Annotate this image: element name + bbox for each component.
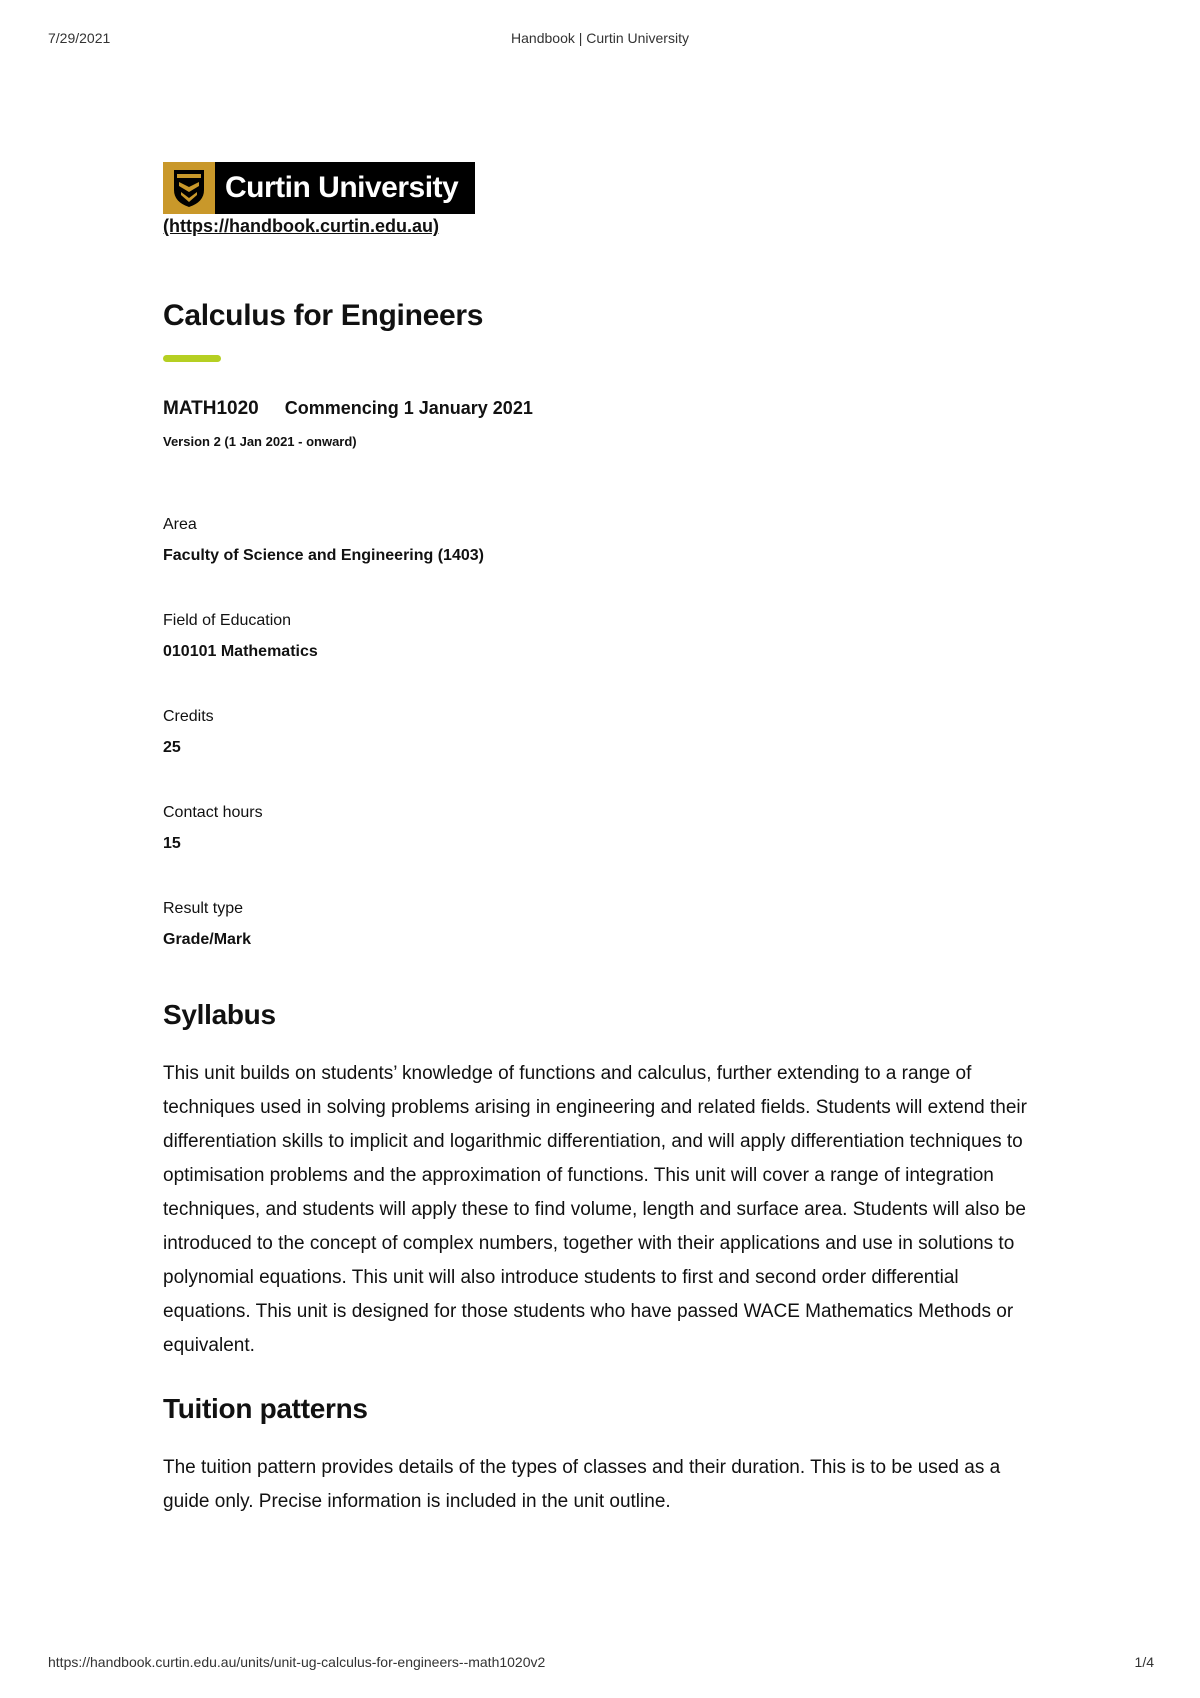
fact-value: Grade/Mark	[163, 931, 252, 948]
logo-wordmark: Curtin University	[225, 171, 459, 204]
print-footer	[0, 1654, 1200, 1674]
fact-field-of-education	[163, 605, 1043, 667]
unit-meta	[163, 398, 1043, 420]
print-page-title: Handbook | Curtin University	[511, 30, 689, 46]
fact-credits	[163, 701, 1043, 763]
page-url: https://handbook.curtin.edu.au/units/unit-ug-calculus-for-engineers--math1020v2	[48, 1654, 546, 1670]
fact-value: 15	[163, 835, 181, 852]
fact-label: Area	[163, 516, 197, 533]
unit-code: MATH1020	[163, 398, 259, 419]
curtin-logo[interactable]	[163, 162, 475, 214]
unit-version: Version 2 (1 Jan 2021 - onward)	[163, 434, 357, 449]
syllabus-text: This unit builds on students’ knowledge of functions and calculus, further extending to a range of techniques used in solving problems arising in engineering and related fields. Students will extend their differentiation skills to implicit and logarithmic differentiation, and will apply differentiation techniques to optimisation problems and the approximation of functions. This unit will cover a range of integration techniques, and students will apply these to find volume, length and surface area. Students will also be introduced to the concept of complex numbers, together with their applications and use in solutions to polynomial equations. This unit will also introduce students to first and second order differential equations. This unit is designed for those students who have passed WACE Mathematics Methods or equivalent.	[163, 1063, 1027, 1356]
fact-value: 010101 Mathematics	[163, 643, 318, 660]
fact-label: Field of Education	[163, 612, 292, 629]
fact-result-type	[163, 893, 1043, 955]
handbook-home-link[interactable]: (https://handbook.curtin.edu.au)	[163, 216, 439, 236]
tuition-heading: Tuition patterns	[163, 1393, 368, 1424]
fact-label: Credits	[163, 708, 214, 725]
print-header	[0, 30, 1200, 50]
unit-facts	[163, 509, 1043, 955]
fact-value: Faculty of Science and Engineering (1403)	[163, 547, 484, 564]
fact-label: Contact hours	[163, 804, 263, 821]
tuition-text: The tuition pattern provides details of the types of classes and their duration. This is to be used as a guide only. Precise information is included in the unit outline.	[163, 1457, 1001, 1512]
page-content	[163, 162, 1043, 1519]
unit-title: Calculus for Engineers	[163, 299, 484, 332]
fact-value: 25	[163, 739, 181, 756]
title-accent-bar	[163, 355, 221, 362]
fact-label: Result type	[163, 900, 244, 917]
page-number: 1/4	[1134, 1654, 1154, 1670]
crest-icon	[163, 162, 215, 214]
commencing-date: Commencing 1 January 2021	[284, 398, 533, 418]
syllabus-heading: Syllabus	[163, 999, 276, 1030]
print-date: 7/29/2021	[48, 30, 111, 46]
fact-contact-hours	[163, 797, 1043, 859]
fact-area	[163, 509, 1043, 571]
